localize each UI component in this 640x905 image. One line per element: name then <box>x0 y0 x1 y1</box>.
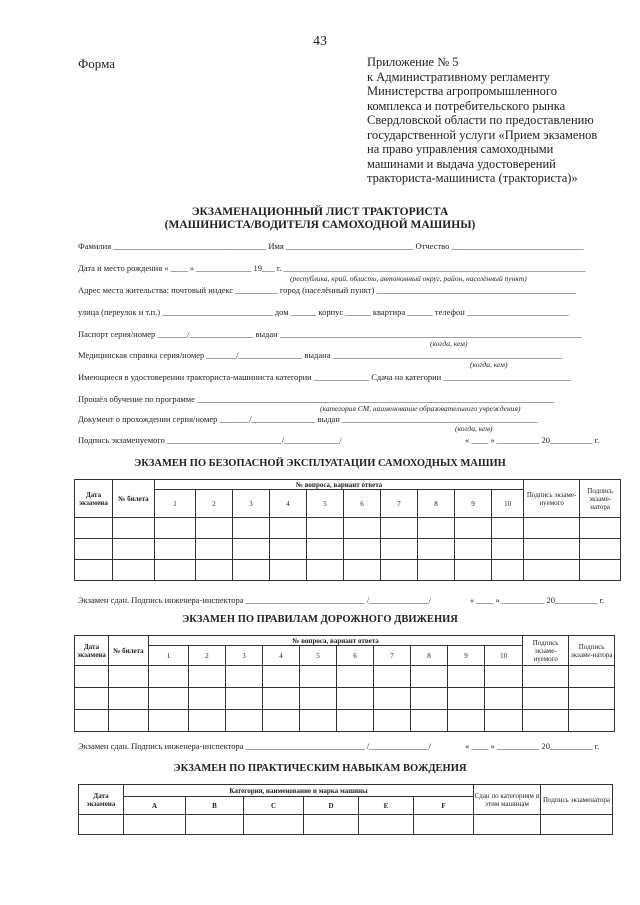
table-cell[interactable] <box>155 518 196 539</box>
appendix-line: к Административному регламенту <box>367 69 551 84</box>
table-cell[interactable] <box>196 518 233 539</box>
table-cell[interactable] <box>270 560 307 581</box>
table-cell[interactable] <box>189 688 226 710</box>
table-cell[interactable] <box>155 539 196 560</box>
table-cell[interactable] <box>300 710 337 732</box>
table-cell[interactable] <box>523 710 569 732</box>
training-field-line[interactable]: Прошёл обучение по программе ____________________________________________________________________________________ <box>78 394 555 404</box>
table-cell[interactable] <box>418 560 455 581</box>
exam1-signature-line[interactable]: Экзамен сдан. Подпись инженера-инспектора ____________________________ /______________/ <box>78 595 431 605</box>
table-cell[interactable] <box>226 666 263 688</box>
table-cell[interactable] <box>189 710 226 732</box>
exam1-header-sign-examinee: Подпись экзаме-нуемого <box>524 480 580 518</box>
table-cell[interactable] <box>233 518 270 539</box>
table-cell[interactable] <box>411 710 448 732</box>
exam3-header-sign-examiner: Подпись экзаменатора <box>541 785 613 815</box>
exam1-question-number: 4 <box>270 490 307 518</box>
medical-field-line[interactable]: Медицинская справка серия/номер _______/_______________ выдана ______________________________________________________ <box>78 350 563 360</box>
birth-field-line[interactable]: Дата и место рождения « ____ » _____________ 19___ г. _______________________________________________________________________ <box>78 263 586 273</box>
signature-field-line[interactable]: Подпись экзаменуемого ___________________________/_____________/ <box>78 435 342 445</box>
document-hint: (когда, кем) <box>455 424 493 433</box>
birth-hint: (республика, край, область, автономный округ, район, населённый пункт) <box>290 274 527 283</box>
table-row[interactable] <box>75 688 615 710</box>
table-cell[interactable] <box>196 539 233 560</box>
exam2-question-number: 9 <box>448 646 485 666</box>
appendix-line: Свердловской области по предоставлению <box>367 113 594 127</box>
table-cell[interactable] <box>344 518 381 539</box>
exam1-question-number: 10 <box>492 490 524 518</box>
exam1-question-number: 1 <box>155 490 196 518</box>
table-cell[interactable] <box>492 518 524 539</box>
table-cell[interactable] <box>485 710 523 732</box>
table-row[interactable] <box>79 815 613 835</box>
table-cell[interactable] <box>485 666 523 688</box>
exam2-question-number: 10 <box>485 646 523 666</box>
exam2-date-line[interactable]: « ____ » __________ 20__________ г. <box>465 741 600 751</box>
table-cell[interactable] <box>75 539 113 560</box>
document-field-line[interactable]: Документ о прохождении серия/номер _______/_______________ выдан ______________________________________________ <box>78 414 538 424</box>
table-cell[interactable] <box>149 666 189 688</box>
table-cell[interactable] <box>524 560 580 581</box>
table-cell[interactable] <box>75 666 109 688</box>
training-hint: (категория СМ, наименование образовательного учреждения) <box>320 404 521 413</box>
table-row[interactable] <box>75 710 615 732</box>
exam2-question-number: 5 <box>300 646 337 666</box>
table-cell[interactable] <box>381 539 418 560</box>
table-cell[interactable] <box>149 688 189 710</box>
exam2-header-question: № вопроса, вариант ответа <box>149 636 523 646</box>
table-cell[interactable] <box>186 815 244 835</box>
passport-hint: (когда, кем) <box>430 339 468 348</box>
exam1-question-number: 3 <box>233 490 270 518</box>
form-label: Форма <box>78 56 115 71</box>
exam1-header-sign-examiner: Подпись экзаме-натора <box>580 480 621 518</box>
exam2-signature-line[interactable]: Экзамен сдан. Подпись инженера-инспектора ____________________________ /______________/ <box>78 741 431 751</box>
table-cell[interactable] <box>381 560 418 581</box>
table-cell[interactable] <box>149 710 189 732</box>
appendix-line: Министерства агропромышленного <box>367 84 557 98</box>
exam1-question-number: 8 <box>418 490 455 518</box>
table-cell[interactable] <box>569 688 615 710</box>
table-cell[interactable] <box>244 815 304 835</box>
table-cell[interactable] <box>189 666 226 688</box>
table-cell[interactable] <box>580 518 621 539</box>
table-cell[interactable] <box>300 688 337 710</box>
table-cell[interactable] <box>569 710 615 732</box>
table-cell[interactable] <box>233 560 270 581</box>
table-cell[interactable] <box>374 666 411 688</box>
signature-date-field[interactable]: « ____ » __________ 20__________ г. <box>465 435 600 445</box>
exam3-title: ЭКЗАМЕН ПО ПРАКТИЧЕСКИМ НАВЫКАМ ВОЖДЕНИЯ <box>173 763 467 774</box>
table-cell[interactable] <box>196 560 233 581</box>
table-cell[interactable] <box>418 539 455 560</box>
exam1-header-question: № вопроса, вариант ответа <box>155 480 524 490</box>
table-cell[interactable] <box>455 560 492 581</box>
table-cell[interactable] <box>344 539 381 560</box>
exam2-question-number: 6 <box>337 646 374 666</box>
exam1-question-number: 9 <box>455 490 492 518</box>
exam2-question-number: 1 <box>149 646 189 666</box>
exam1-question-number: 7 <box>381 490 418 518</box>
table-cell[interactable] <box>523 666 569 688</box>
table-cell[interactable] <box>263 688 300 710</box>
exam1-date-line[interactable]: « ____ » __________ 20__________ г. <box>470 595 605 605</box>
table-cell[interactable] <box>381 518 418 539</box>
table-cell[interactable] <box>374 688 411 710</box>
table-cell[interactable] <box>337 688 374 710</box>
table-cell[interactable] <box>270 539 307 560</box>
table-cell[interactable] <box>109 710 149 732</box>
exam3-category-letter: B <box>186 797 244 815</box>
exam3-category-letter: A <box>124 797 186 815</box>
exam2-header-ticket: № билета <box>109 636 149 666</box>
exam2-question-number: 8 <box>411 646 448 666</box>
passport-field-line[interactable]: Паспорт серия/номер _______/_______________ выдан _______________________________________________________________________ <box>78 329 582 339</box>
table-cell[interactable] <box>411 688 448 710</box>
medical-hint: (когда, кем) <box>470 360 508 369</box>
table-cell[interactable] <box>75 560 113 581</box>
appendix-line: машинами и выдача удостоверений <box>367 156 556 171</box>
name-field-line[interactable]: Фамилия ____________________________________ Имя ______________________________ Отчество _______________________________ <box>78 241 584 251</box>
table-row[interactable] <box>75 666 615 688</box>
appendix-line: комплекса и потребительского рынка <box>367 98 566 113</box>
exam3-category-letter: E <box>359 797 414 815</box>
table-cell[interactable] <box>270 518 307 539</box>
exam2-question-number: 4 <box>263 646 300 666</box>
table-cell[interactable] <box>124 815 186 835</box>
table-cell[interactable] <box>337 666 374 688</box>
exam1-header-date: Дата экзамена <box>75 480 113 518</box>
table-cell[interactable] <box>448 666 485 688</box>
page-number: 43 <box>313 34 327 49</box>
exam1-table <box>74 479 621 581</box>
appendix-line: государственной услуги «Прием экзаменов <box>367 127 598 142</box>
appendix-line: тракториста-машиниста (тракториста)» <box>367 171 578 185</box>
exam3-header-passed: Сдан по категориям и этим машинам <box>474 785 541 815</box>
street-field-line[interactable]: улица (переулок и т.п.) __________________________ дом ______ корпус ______ квартира ______ телефон ________________________ <box>78 307 569 317</box>
table-cell[interactable] <box>359 815 414 835</box>
exam2-table <box>74 635 615 732</box>
table-cell[interactable] <box>374 710 411 732</box>
exam2-header-date: Дата экзамена <box>75 636 109 666</box>
table-cell[interactable] <box>524 539 580 560</box>
exam2-header-sign-examinee: Подпись экзаме-нуемого <box>523 636 569 666</box>
exam3-category-letter: C <box>244 797 304 815</box>
table-cell[interactable] <box>541 815 613 835</box>
table-cell[interactable] <box>448 710 485 732</box>
table-cell[interactable] <box>580 560 621 581</box>
exam3-category-letter: D <box>304 797 359 815</box>
table-cell[interactable] <box>569 666 615 688</box>
exam1-question-number: 5 <box>307 490 344 518</box>
exam2-question-number: 7 <box>374 646 411 666</box>
table-cell[interactable] <box>75 518 113 539</box>
table-cell[interactable] <box>75 710 109 732</box>
exam1-header-ticket: № билета <box>113 480 155 518</box>
table-cell[interactable] <box>263 666 300 688</box>
table-cell[interactable] <box>307 518 344 539</box>
exam3-header-category: Категория, наименование и марка машины <box>124 785 474 797</box>
appendix-line: Приложение № 5 <box>367 55 459 69</box>
table-cell[interactable] <box>580 539 621 560</box>
table-cell[interactable] <box>109 666 149 688</box>
table-cell[interactable] <box>492 560 524 581</box>
table-cell[interactable] <box>455 518 492 539</box>
exam2-header-sign-examiner: Подпись экзаме-натора <box>569 636 615 666</box>
exam3-category-letter: F <box>414 797 474 815</box>
exam1-question-number: 6 <box>344 490 381 518</box>
exam3-header-date: Дата экзамена <box>79 785 124 815</box>
exam1-title: ЭКЗАМЕН ПО БЕЗОПАСНОЙ ЭКСПЛУАТАЦИИ САМОХОДНЫХ МАШИН <box>134 458 506 469</box>
table-cell[interactable] <box>523 688 569 710</box>
table-cell[interactable] <box>455 539 492 560</box>
table-cell[interactable] <box>337 710 374 732</box>
exam1-question-number: 2 <box>196 490 233 518</box>
categories-field-line[interactable]: Имеющиеся в удостоверении тракториста-машиниста категории _____________ Сдача на категории ______________________________ <box>78 372 571 382</box>
table-cell[interactable] <box>307 539 344 560</box>
table-cell[interactable] <box>79 815 124 835</box>
exam2-question-number: 2 <box>189 646 226 666</box>
table-cell[interactable] <box>474 815 541 835</box>
table-cell[interactable] <box>485 688 523 710</box>
table-cell[interactable] <box>304 815 359 835</box>
table-cell[interactable] <box>307 560 344 581</box>
table-cell[interactable] <box>411 666 448 688</box>
table-row[interactable] <box>75 560 621 581</box>
exam3-table <box>78 784 613 835</box>
table-cell[interactable] <box>492 539 524 560</box>
table-cell[interactable] <box>344 560 381 581</box>
exam2-title: ЭКЗАМЕН ПО ПРАВИЛАМ ДОРОЖНОГО ДВИЖЕНИЯ <box>182 614 458 625</box>
table-row[interactable] <box>75 518 621 539</box>
address-field-line[interactable]: Адрес места жительства: почтовый индекс __________ город (населённый пункт) _______________________________________________ <box>78 285 577 295</box>
table-cell[interactable] <box>75 688 109 710</box>
table-cell[interactable] <box>109 688 149 710</box>
table-cell[interactable] <box>226 688 263 710</box>
table-cell[interactable] <box>418 518 455 539</box>
document-subtitle: (МАШИНИСТА/ВОДИТЕЛЯ САМОХОДНОЙ МАШИНЫ) <box>164 219 476 231</box>
table-cell[interactable] <box>263 710 300 732</box>
appendix-block <box>367 55 627 186</box>
table-cell[interactable] <box>448 688 485 710</box>
appendix-line: на право управления самоходными <box>367 142 554 156</box>
table-cell[interactable] <box>155 560 196 581</box>
table-cell[interactable] <box>113 560 155 581</box>
document-title: ЭКЗАМЕНАЦИОННЫЙ ЛИСТ ТРАКТОРИСТА <box>191 206 449 218</box>
table-cell[interactable] <box>226 710 263 732</box>
table-cell[interactable] <box>414 815 474 835</box>
table-cell[interactable] <box>113 539 155 560</box>
table-cell[interactable] <box>524 518 580 539</box>
table-cell[interactable] <box>300 666 337 688</box>
table-cell[interactable] <box>113 518 155 539</box>
exam2-question-number: 3 <box>226 646 263 666</box>
table-row[interactable] <box>75 539 621 560</box>
table-cell[interactable] <box>233 539 270 560</box>
